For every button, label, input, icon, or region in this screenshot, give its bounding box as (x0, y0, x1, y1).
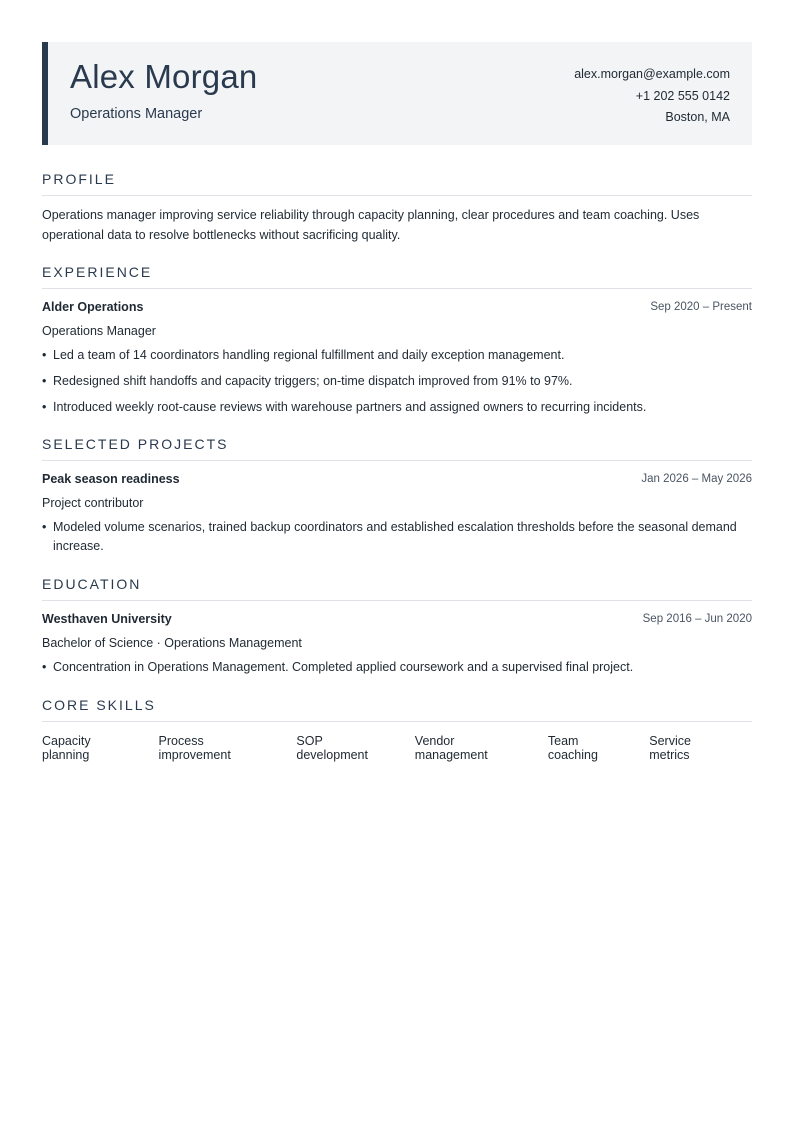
project-entry-header (42, 472, 752, 492)
experience-heading: EXPERIENCE (42, 264, 752, 289)
resume-page (42, 42, 752, 762)
bullet-marker: • (42, 374, 47, 388)
list-item (42, 518, 752, 556)
education-section (42, 576, 752, 684)
bullet-marker: • (42, 660, 47, 674)
profile-heading: PROFILE (42, 171, 752, 196)
bullet-text: Introduced weekly root-cause reviews with warehouse partners and assigned owners to recurring incidents. (53, 400, 647, 414)
experience-entry-header (42, 300, 752, 320)
skills-section (42, 697, 752, 762)
skills-list (42, 734, 752, 762)
skill-item: Vendor management (414, 734, 488, 762)
list-item (42, 372, 752, 391)
candidate-role: Operations Manager (70, 106, 203, 122)
bullet-text: Concentration in Operations Management. Completed applied coursework and a supervised final project. (53, 660, 634, 674)
experience-bullets (42, 346, 752, 417)
project-bullets (42, 518, 752, 556)
experience-org: Alder Operations (42, 300, 144, 314)
skill-item: SOP development (296, 734, 368, 762)
skill-item: Capacity planning (42, 734, 91, 762)
projects-heading: SELECTED PROJECTS (42, 436, 752, 461)
bullet-text: Redesigned shift handoffs and capacity triggers; on-time dispatch improved from 91% to 97%. (53, 374, 573, 388)
bullet-marker: • (42, 348, 47, 362)
bullet-marker: • (42, 400, 47, 414)
contact-location: Boston, MA (665, 110, 730, 124)
education-school: Westhaven University (42, 612, 172, 626)
experience-position: Operations Manager (42, 324, 156, 338)
list-item (42, 398, 752, 417)
contact-block (574, 64, 730, 129)
resume-header (42, 42, 752, 145)
contact-phone[interactable]: +1 202 555 0142 (635, 88, 730, 103)
skills-heading: CORE SKILLS (42, 697, 752, 722)
bullet-text: Modeled volume scenarios, trained backup coordinators and established escalation thresholds before the seasonal demand increase. (53, 520, 737, 553)
education-entry-header (42, 612, 752, 632)
education-dates: Sep 2016 – Jun 2020 (642, 613, 752, 625)
list-item (42, 346, 752, 365)
education-degree: Bachelor of Science · Operations Management (42, 636, 302, 650)
profile-section (42, 171, 752, 245)
project-role: Project contributor (42, 496, 144, 510)
bullet-marker: • (42, 520, 47, 534)
list-item (42, 658, 752, 677)
education-bullets (42, 658, 752, 677)
skill-item: Service metrics (649, 734, 691, 762)
skill-item: Team coaching (547, 734, 598, 762)
education-heading: EDUCATION (42, 576, 752, 601)
skill-item: Process improvement (158, 734, 231, 762)
experience-section (42, 264, 752, 424)
project-dates: Jan 2026 – May 2026 (641, 473, 752, 485)
experience-dates: Sep 2020 – Present (650, 301, 752, 313)
candidate-name: Alex Morgan (70, 58, 258, 95)
contact-email[interactable]: alex.morgan@example.com (574, 67, 730, 81)
project-name: Peak season readiness (42, 472, 180, 486)
profile-text: Operations manager improving service reliability through capacity planning, clear procedures and team coaching. Uses operational data to resolve bottlenecks without sacrificing quality. (42, 208, 700, 242)
bullet-text: Led a team of 14 coordinators handling regional fulfillment and daily exception management. (53, 348, 565, 362)
projects-section (42, 436, 752, 563)
